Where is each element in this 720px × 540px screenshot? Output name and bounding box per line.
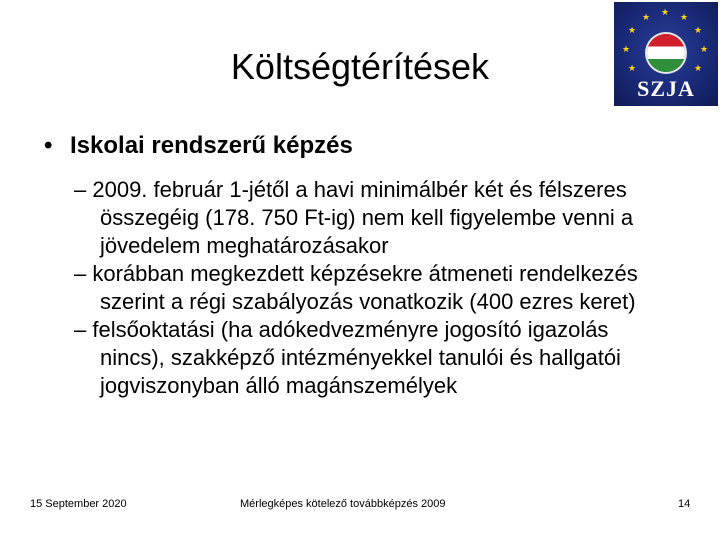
bullet-icon: • [44, 132, 53, 159]
main-bullet-text: Iskolai rendszerű képzés [70, 132, 353, 159]
sub-bullet: – 2009. február 1-jétől a havi minimálbér két és félszeres összegéig (178. 750 Ft-ig) nem kell figyelembe venni a jövedelem meghatározásakor [74, 177, 634, 258]
sub-bullet-text: 2009. február 1-jétől a havi minimálbér két és félszeres összegéig (178. 750 Ft-ig) nem kell figyelembe venni a jövedelem meghatározásakor [92, 177, 634, 258]
footer-date: 15 September 2020 [30, 498, 127, 510]
star-icon: ★ [622, 44, 631, 54]
star-icon: ★ [628, 25, 637, 35]
star-icon: ★ [694, 25, 703, 35]
main-bullet [44, 130, 353, 162]
star-icon: ★ [700, 44, 709, 54]
star-icon: ★ [661, 7, 670, 17]
sub-bullet: – felsőoktatási (ha adókedvezményre jogosító igazolás nincs), szakképző intézményekkel tanulói és hallgatói jogviszonyban álló magánszemélyek [74, 317, 621, 398]
star-icon: ★ [694, 63, 703, 73]
sub-bullet: – korábban megkezdett képzésekre átmeneti rendelkezés szerint a régi szabályozás vonatkozik (400 ezres keret) [74, 261, 638, 314]
sub-bullet-list [74, 176, 674, 400]
page-number: 14 [678, 498, 691, 510]
star-icon: ★ [628, 63, 637, 73]
slide-title: Költségtérítések [230, 46, 490, 87]
logo-text: SZJA [637, 76, 695, 101]
szja-logo [614, 2, 718, 106]
star-icon: ★ [680, 12, 689, 22]
sub-bullet-text: felsőoktatási (ha adókedvezményre jogosító igazolás nincs), szakképző intézményekkel tanulói és hallgatói jogviszonyban álló magánszemélyek [92, 317, 621, 398]
hungarian-flag-icon [647, 34, 685, 72]
star-icon: ★ [642, 12, 651, 22]
sub-bullet-text: korábban megkezdett képzésekre átmeneti rendelkezés szerint a régi szabályozás vonatkozik (400 ezres keret) [92, 261, 638, 314]
footer-title: Mérlegképes kötelező továbbképzés 2009 [240, 498, 446, 510]
